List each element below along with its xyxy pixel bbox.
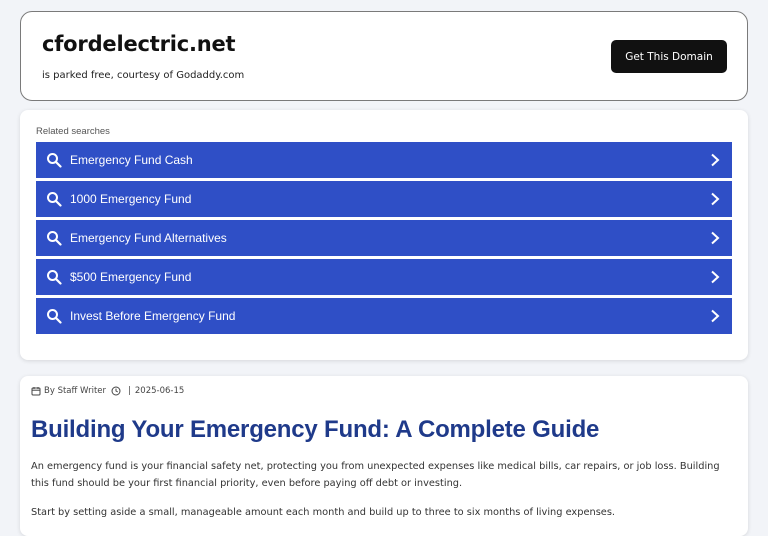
related-searches-card — [20, 110, 748, 360]
chevron-right-icon — [710, 309, 720, 323]
related-search-label: Invest Before Emergency Fund — [70, 309, 236, 323]
meta-separator: | — [128, 386, 131, 396]
chevron-right-icon — [710, 270, 720, 284]
article-title: Building Your Emergency Fund: A Complete Guide — [31, 416, 600, 443]
search-icon — [46, 191, 62, 207]
article-date: 2025-06-15 — [134, 386, 185, 396]
related-search-item[interactable] — [36, 142, 732, 178]
article-author: By Staff Writer — [44, 386, 106, 396]
related-searches-list — [36, 142, 732, 337]
article-meta — [31, 386, 184, 396]
chevron-right-icon — [710, 192, 720, 206]
article-card — [20, 376, 748, 536]
search-icon — [46, 230, 62, 246]
related-searches-title: Related searches — [36, 126, 110, 137]
related-search-item[interactable] — [36, 181, 732, 217]
related-search-label: $500 Emergency Fund — [70, 270, 192, 284]
domain-header-card — [20, 11, 748, 101]
article-paragraph: Start by setting aside a small, manageable amount each month and build up to three to six months of living expenses. — [31, 507, 616, 518]
related-search-item[interactable] — [36, 220, 732, 256]
get-this-domain-button[interactable]: Get This Domain — [611, 40, 727, 73]
related-search-item[interactable] — [36, 298, 732, 334]
calendar-icon — [31, 386, 41, 396]
article-paragraph: An emergency fund is your financial safety net, protecting you from unexpected expenses like medical bills, car repairs, or job loss. Building this fund should be your first financial priority, even before paying off debt or investing. — [31, 461, 720, 489]
related-search-label: Emergency Fund Alternatives — [70, 231, 227, 245]
search-icon — [46, 269, 62, 285]
related-search-label: Emergency Fund Cash — [70, 153, 193, 167]
search-icon — [46, 152, 62, 168]
clock-icon — [111, 386, 121, 396]
chevron-right-icon — [710, 153, 720, 167]
related-search-item[interactable] — [36, 259, 732, 295]
domain-subtitle: is parked free, courtesy of Godaddy.com — [42, 70, 245, 81]
related-search-label: 1000 Emergency Fund — [70, 192, 192, 206]
domain-name: cfordelectric.net — [42, 32, 236, 56]
search-icon — [46, 308, 62, 324]
chevron-right-icon — [710, 231, 720, 245]
